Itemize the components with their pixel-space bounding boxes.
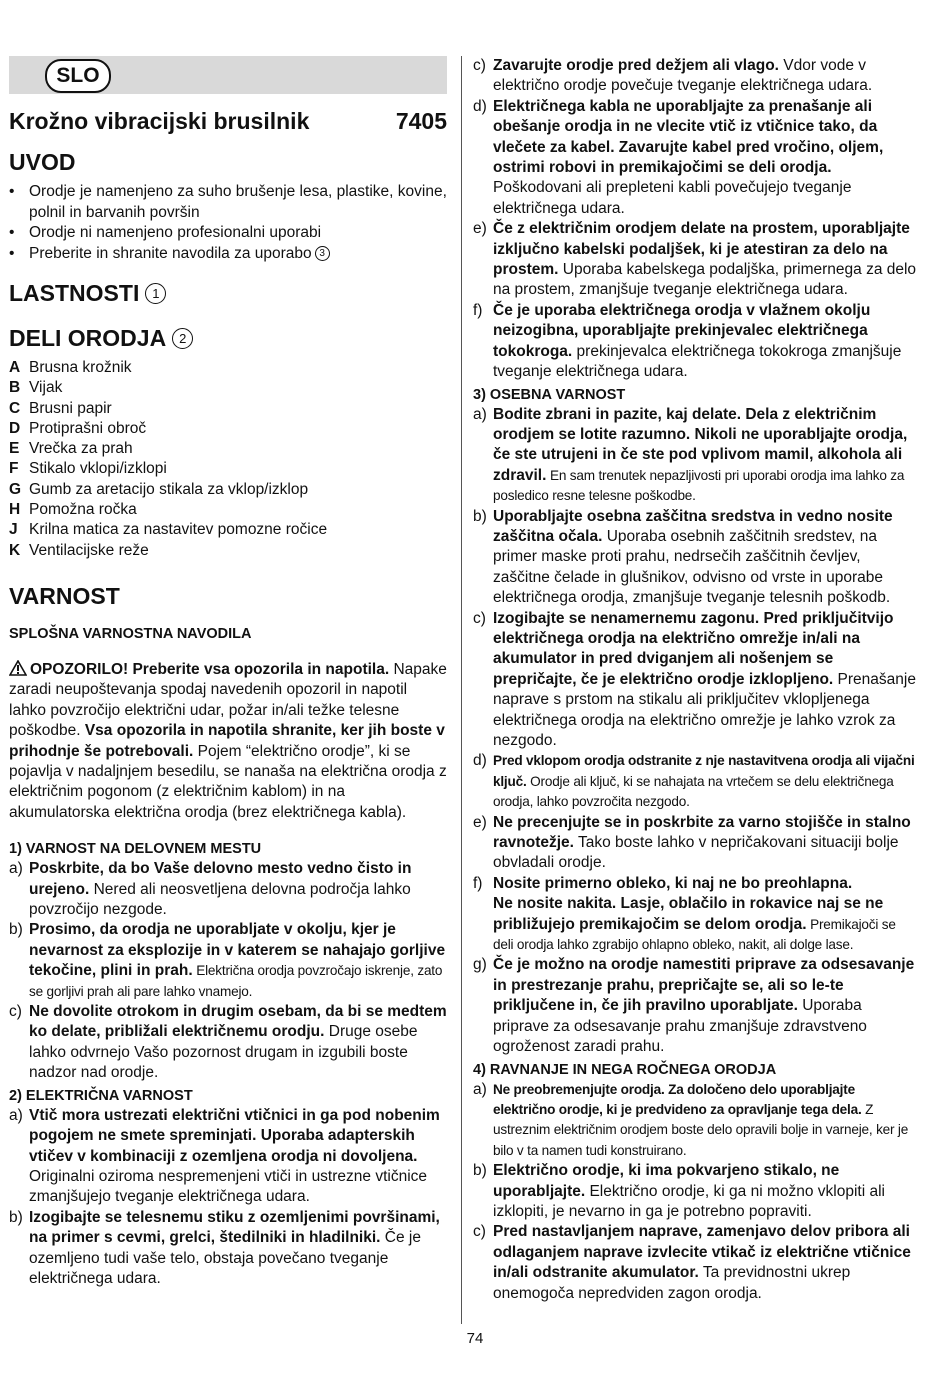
figure-ref-2: 2 [172,328,193,349]
section-personal-safety: 3) OSEBNA VARNOST [473,386,626,403]
list-item: a) Poskrbite, da bo Vaše delovno mesto vedno čisto in urejeno. Nered ali neosvetljena delovna področja lahko povzročijo nezgode. [9,860,412,919]
section-tool-care: 4) RAVNANJE IN NEGA ROČNEGA ORODJA [473,1061,777,1078]
parts-list [9,358,447,561]
list-item: g) Če je možno na orodje namestiti priprave za odsesavanje in prestrezanje prahu, prepričajte se, ali so le-te priključene in, če jih pravilno uporabljate. Uporaba priprave za odsesavanje prahu zmanjšuje zdravstveno ogroženost zaradi prahu. [473,956,915,1056]
list-item: f) Če je uporaba električnega orodja v vlažnem okolju neizogibna, uporabljajte prekinjevalec električnega tokokroga. prekinjevalca električnega tokokroga zmanjšuje tveganje električnega udara. [473,301,902,381]
subheading-general-safety: SPLOŠNA VARNOSTNA NAVODILA [9,625,252,642]
list-item: c) Izogibajte se nenamernemu zagonu. Pred priključitvijo električnega orodja na električno omrežje in/ali na akumulator in pred dviganjem ali nošenjem se prepričajte, če je električno orodje izklopljeno. Prenašanje naprave s prstom na stikalu ali priključitev vklopljenega električnega orodja na električno omrežje je lahko vzrok za nezgodo. [473,609,916,749]
list-item: A Brusna krožnik [9,359,132,376]
language-bar [9,56,447,94]
column-divider [461,56,462,1324]
list-item: c) Zavarujte orodje pred dežjem ali vlago. Vdor vode v električno orodje povečuje tveganje električnega udara. [473,57,873,95]
list-item: f) Nosite primerno obleko, ki naj ne bo preohlapna. Ne nosite nakita. Lasje, oblačilo in rokavice naj se ne približujejo premikajočim se delom orodja. Premikajoči se deli orodja lahko zgrabijo ohlapno obleko, nakit, ali dolge lase. [473,874,896,953]
list-item: d) Pred vklopom orodja odstranite z nje nastavitvena orodja ali vijačni ključ. Orodje ali ključ, ki se nahajata na vrtečem se delu električnega orodja, lahko povzročita nezgodo. [473,752,915,810]
warning-triangle-icon [9,660,27,676]
product-name: Krožno vibracijski brusilnik [9,108,310,134]
list-item: E Vrečka za prah [9,440,133,458]
list-item: b) Uporabljajte osebna zaščitna sredstva in vedno nosite zaščitna očala. Uporaba osebnih zaščitnih sredstev, na primer maske proti prahu, nedrsečih zaščitnih čevljev, zaščitne čelade in glušnikov, odvisno od vrste in uporabe električnega orodja, zmanjšuje tveganje telesnih poškodb. [473,507,893,607]
uvod-list [9,182,447,264]
list-item: D Protiprašni obroč [9,419,147,437]
list-item: K Ventilacijske reže [9,541,149,559]
list-item: b) Izogibajte se telesnemu stiku z ozemljenimi površinami, na primer s cevmi, grelci, štedilniki in hladilniki. Če je ozemljeno tudi vaše telo, obstaja povečano tveganje električnega udara. [9,1208,440,1287]
list-item: J Krilna matica za nastavitev pomozne ročice [9,521,328,539]
heading-lastnosti: LASTNOSTI 1 [9,280,447,307]
right-column [473,56,917,1304]
model-number: 7405 [395,108,447,134]
list-item: a) Bodite zbrani in pazite, kaj delate. Dela z električnim orodjem se lotite razumno. Nikoli ne uporabljajte orodja, če ste utrujeni in če ste pod vplivom mamil, alkohola ali zdravil. En sam trenutek nepazljivosti pri uporabi orodja ima lahko za posledico resne telesne poškodbe. [473,405,908,504]
page-title [9,108,447,135]
list-item: d) Električnega kabla ne uporabljajte za prenašanje ali obešanje orodja in ne vlecite vtič iz vtičnice tako, da vlečete za kabel. Zavarujte kabel pred vročino, oljem, ostrimi robovi in premikajočimi se deli orodja. Poškodovani ali prepleteni kabli povečujejo tveganje električnega udara. [473,97,884,217]
section-workplace-safety: 1) VARNOST NA DELOVNEM MESTU [9,841,262,858]
list-item: a) Ne preobremenjujte orodja. Za določeno delo uporabljajte električno orodje, ki je predvideno za opravljanje tega dela. Z ustreznim električnim orodjem boste delo opravili bolje in varneje, ker je bilo v ta namen tudi konstruirano. [473,1080,909,1158]
language-badge: SLO [45,59,111,93]
list-item: b) Električno orodje, ki ima pokvarjeno stikalo, ne uporabljajte. Električno orodje, ki ga ni možno vklopiti ali izklopiti, je nevarno in ga je potrebno popraviti. [473,1162,885,1220]
list-item: • Orodje ni namenjeno profesionalni uporabi [9,223,447,244]
list-item: e) Ne precenjujte se in poskrbite za varno stojišče in stalno ravnotežje. Tako boste lahko v nepričakovani situaciji bolje obvladali orodje. [473,813,911,872]
warning-paragraph: OPOZORILO! Preberite vsa opozorila in napotila. Napake zaradi neupoštevanja spodaj navedenih opozoril in napotil lahko povzročijo električni udar, požar in/ali težke telesne poškodbe. Vsa opozorila in napotila shranite, ker jih boste v prihodnje še potrebovali. Pojem “električno orodje”, ki se pojavlja v nadaljnjem besedilu, se nanaša na električna orodja z električnim pogonom (z električnim kablom) in na akumulatorska električna orodja (brez električnega kabla). [9,660,447,821]
list-item: c) Ne dovolite otrokom in drugim osebam, da bi se medtem ko delate, približali električnemu orodju. Druge osebe lahko odvrnejo Vašo pozornost drugam in izgubili boste nadzor nad orodje. [9,1003,447,1082]
figure-ref-1: 1 [145,283,166,304]
heading-deli: DELI ORODJA 2 [9,325,447,352]
list-item: F Stikalo vklopi/izklopi [9,460,167,478]
list-item: • Preberite in shranite navodila za uporabo 3 [9,244,447,265]
list-item: a) Vtič mora ustrezati električni vtičnici in ga pod nobenim pogojem ne smete spreminjati. Uporaba adapterskih vtičev v kombinaciji z ozemljena orodja ni dovoljena. Originalni oziroma nespremenjeni vtiči in ustrezne vtičnice zmanjšujejo tveganje električnega udara. [9,1106,440,1206]
list-item: b) Prosimo, da orodja ne uporabljate v okolju, kjer je nevarnost za eksplozije in v katerem se nahajajo gorljive tekočine, plini in prah. Električna orodja povzročajo iskrenje, zato se gorljivi prah ali pare lahko vnamejo. [9,921,446,999]
heading-varnost: VARNOST [9,582,120,609]
figure-ref-3: 3 [315,246,330,261]
heading-uvod: UVOD [9,149,76,175]
list-item: c) Pred nastavljanjem naprave, zamenjavo delov pribora ali odlaganjem naprave izvlecite vtikač iz električne vtičnice in/ali odstranite akumulator. Ta previdnostni ukrep onemogoča nepredviden zagon orodja. [473,1223,911,1302]
section-electrical-safety: 2) ELEKTRIČNA VARNOST [9,1087,193,1104]
left-column [9,56,447,1289]
list-item: C Brusni papir [9,399,112,417]
list-item: G Gumb za aretacijo stikala za vklop/izklop [9,480,309,498]
list-item: • Orodje je namenjeno za suho brušenje lesa, plastike, kovine, polnil in barvanih površin [9,182,447,223]
list-item: H Pomožna ročka [9,501,137,519]
page-number: 74 [466,1330,484,1347]
list-item: B Vijak [9,379,63,397]
list-item: e) Če z električnim orodjem delate na prostem, uporabljajte izključno kabelski podaljšek, ki je atestiran za delo na prostem. Uporaba kabelskega podaljška, primernega za delo na prostem, zmanjšuje tveganje električnega udara. [473,220,917,299]
